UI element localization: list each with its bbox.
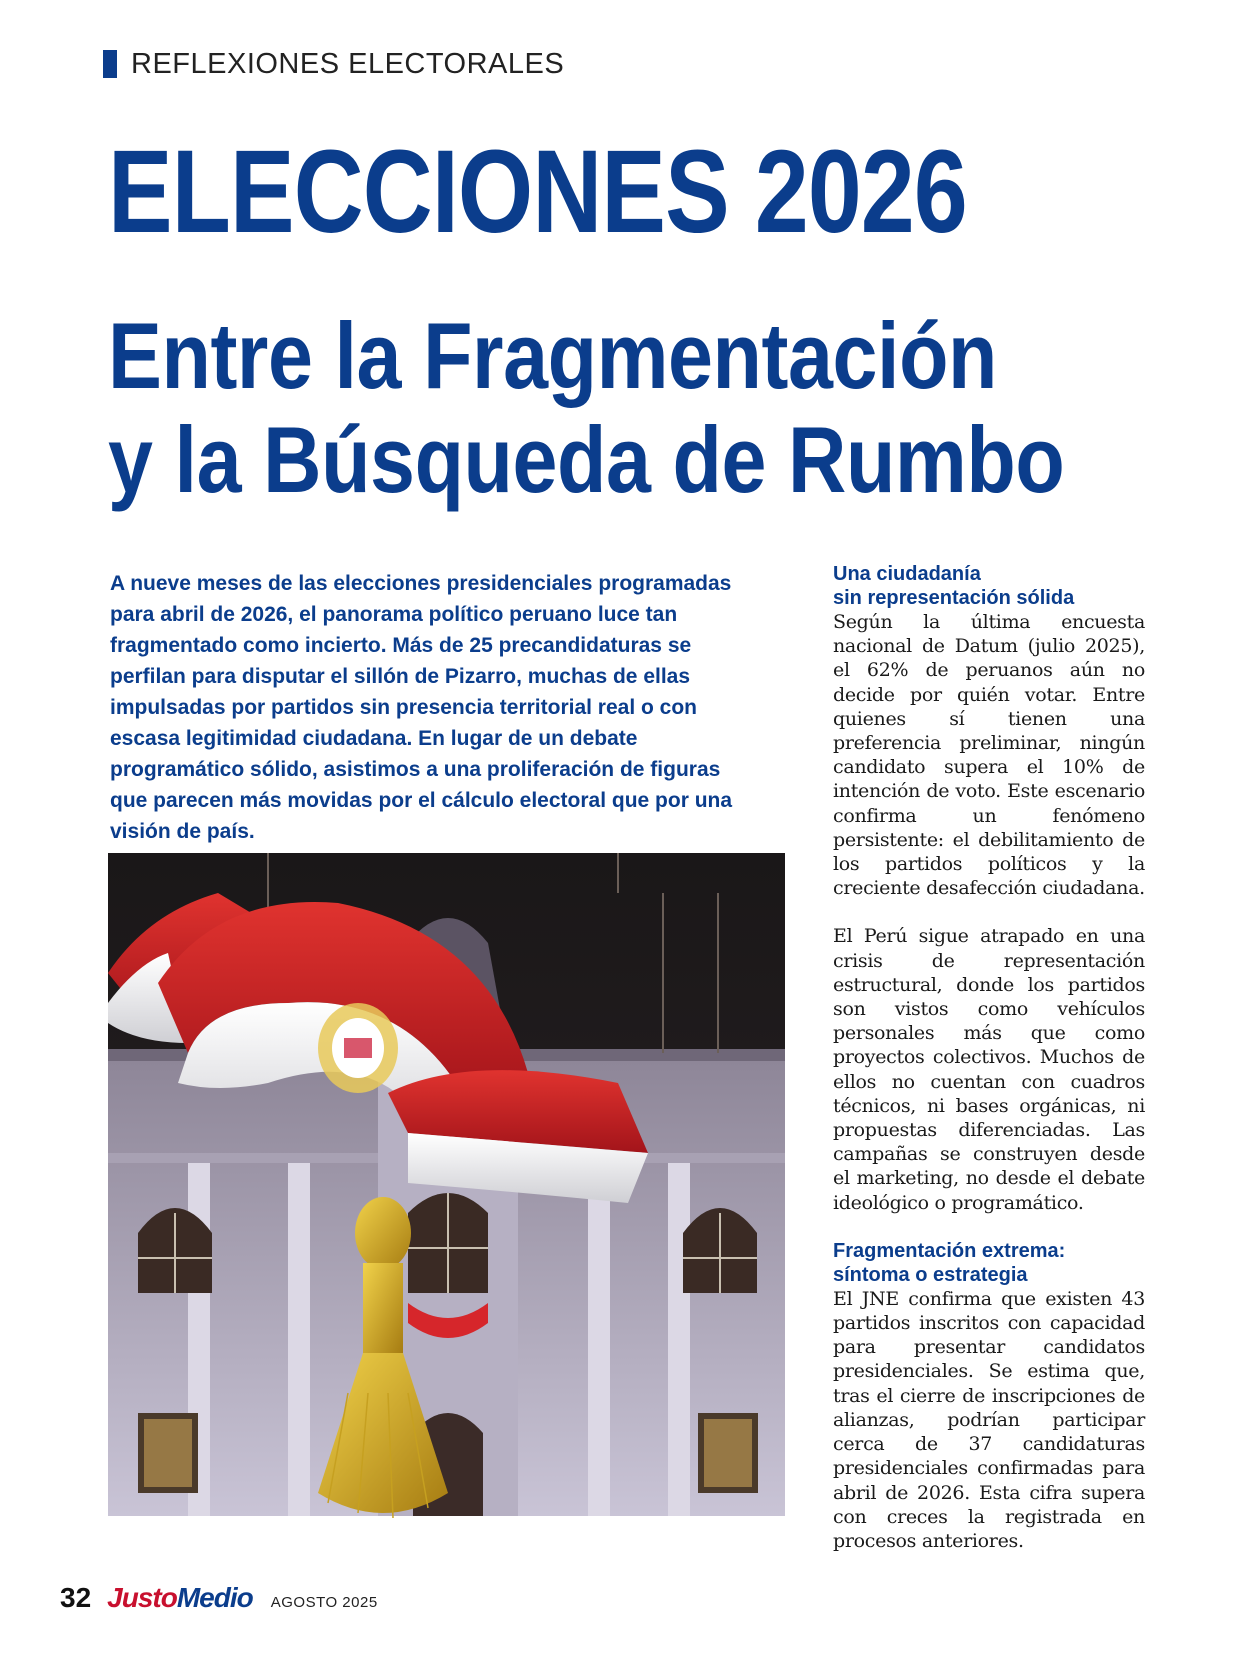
article-photo bbox=[108, 853, 785, 1516]
body-paragraph-2: El Perú sigue atrapado en una crisis de representación estructural, donde los partidos son vistos como vehículos personales más que como proyectos colectivos. Muchos de ellos no cuentan con cuadros técnicos, ni bases orgánicas, ni propuestas diferenciadas. Las campañas se construyen desde el marketing, no desde el debate ideológico o programático. bbox=[833, 925, 1145, 1214]
section-heading-1-line-1: Una ciudadanía bbox=[833, 563, 981, 585]
headline: ELECCIONES 2026 bbox=[108, 126, 967, 258]
body-paragraph-1: Según la última encuesta nacional de Datum (julio 2025), el 62% de peruanos aún no decide por quién votar. Entre quienes sí tienen una preferencia preliminar, ningún candidato supera el 10% de intención de voto. Este escenario confirma un fenómeno persistente: el debilitamiento de los partidos políticos y la creciente desafección ciudadana. bbox=[833, 611, 1145, 900]
presidential-sash-palace-illustration bbox=[108, 853, 808, 1573]
page-number: 32 bbox=[60, 1582, 92, 1613]
logo-part-2: Medio bbox=[176, 1582, 253, 1613]
subheadline-line-1: Entre la Fragmentación bbox=[108, 303, 997, 408]
section-heading-2-line-1: Fragmentación extrema: bbox=[833, 1239, 1066, 1262]
section-heading-2-line-2: síntoma o estrategia bbox=[833, 1263, 1028, 1286]
section-marker bbox=[103, 50, 117, 78]
subheadline-line-2: y la Búsqueda de Rumbo bbox=[108, 407, 1065, 512]
section-heading-2 bbox=[833, 1239, 1145, 1287]
section-label: REFLEXIONES ELECTORALES bbox=[131, 47, 565, 80]
section-heading-1 bbox=[833, 562, 1145, 610]
magazine-logo bbox=[107, 1582, 253, 1614]
subheadline bbox=[108, 304, 1064, 512]
page-footer bbox=[60, 1582, 378, 1614]
paragraph-spacer bbox=[833, 1215, 1145, 1239]
section-heading-1-line-2: sin representación sólida bbox=[833, 587, 1075, 609]
paragraph-spacer bbox=[833, 900, 1145, 924]
logo-part-1: Justo bbox=[107, 1582, 177, 1613]
body-paragraph-3: El JNE confirma que existen 43 partidos inscritos con capacidad para presentar candidatos presidenciales. Se estima que, tras el cierre de inscripciones de alianzas, podrían participar cerca de 37 candidaturas presidenciales confirmadas para abril de 2026. Esta cifra supera con creces la registrada en procesos anteriores. bbox=[833, 1287, 1145, 1552]
issue-date: AGOSTO 2025 bbox=[270, 1594, 378, 1611]
lead-paragraph: A nueve meses de las elecciones presidenciales programadas para abril de 2026, el panorama político peruano luce tan fragmentado como incierto. Más de 25 precandidaturas se perfilan para disputar el sillón de Pizarro, muchas de ellas impulsadas por partidos sin presencia territorial real o con escasa legitimidad ciudadana. En lugar de un debate programático sólido, asistimos a una proliferación de figuras que parecen más movidas por el cálculo electoral que por una visión de país. bbox=[110, 572, 733, 843]
section-tag bbox=[103, 49, 564, 79]
sidebar-column bbox=[833, 562, 1145, 1553]
